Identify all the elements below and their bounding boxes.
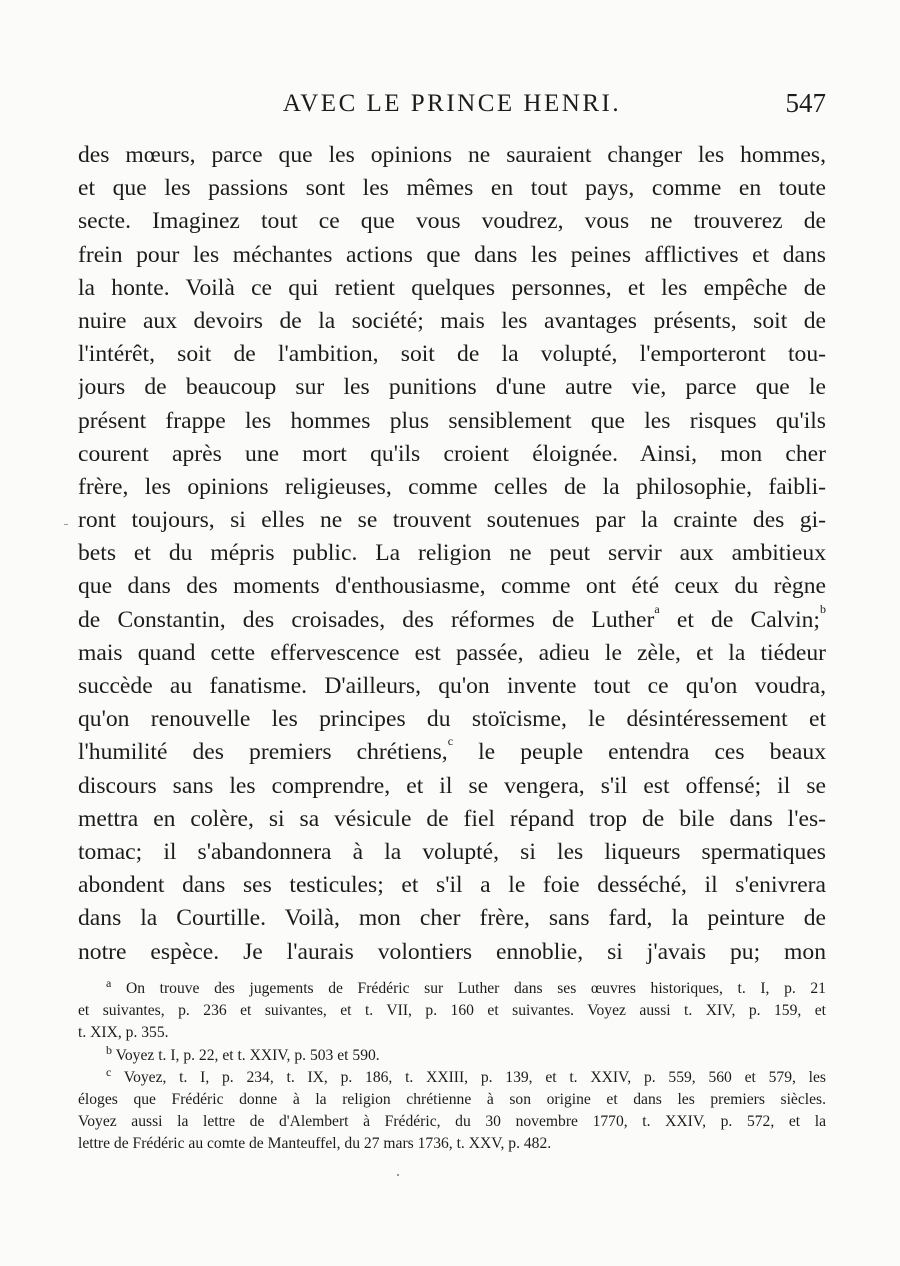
text-line: frein pour les méchantes actions que dans les peines afflictives et dans <box>78 241 826 268</box>
running-title: AVEC LE PRINCE HENRI. <box>282 90 622 117</box>
text-line: abondent dans ses testicules; et s'il a le foie desséché, il s'enivrera <box>78 872 826 899</box>
text-line: mettra en colère, si sa vésicule de fiel répand trop de bile dans l'es- <box>78 805 826 832</box>
page-number: 547 <box>785 88 826 118</box>
text-segment: le peuple entendra ces beaux <box>453 739 826 766</box>
text-line: frère, les opinions religieuses, comme celles de la philosophie, faibli- <box>78 473 826 500</box>
text-line: que dans des moments d'enthousiasme, comme ont été ceux du règne <box>78 573 826 600</box>
footnote-marker-c: c <box>106 1066 112 1079</box>
footnote-marker-a: a <box>106 978 112 990</box>
text-segment: de Constantin, des croisades, des réformes de Luther <box>78 606 655 633</box>
page-header <box>78 88 826 128</box>
text-line-with-notes <box>78 604 826 637</box>
text-line: secte. Imaginez tout ce que vous voudrez, vous ne trouverez de <box>78 208 826 235</box>
text-line-with-note <box>78 736 826 769</box>
text-line: nuire aux devoirs de la société; mais les avantages présents, soit de <box>78 307 826 334</box>
footnote-a-line: et suivantes, p. 236 et suivantes, et t. VII, p. 160 et suivantes. Voyez aussi t. XIV, p. 159, et <box>78 1002 826 1020</box>
text-line: bets et du mépris public. La religion ne peut servir aux ambitieux <box>78 540 826 567</box>
footnote-c-line: éloges que Frédéric donne à la religion chrétienne à son origine et dans les premiers siècles. <box>78 1090 826 1108</box>
footnote-marker-b: b <box>106 1044 112 1057</box>
footnote-ref-c[interactable]: c <box>447 736 454 749</box>
text-line: mais quand cette effervescence est passée, adieu le zèle, et la tiédeur <box>78 639 826 666</box>
text-line: et que les passions sont les mêmes en tout pays, comme en toute <box>78 175 826 202</box>
footnote-c-line: lettre de Frédéric au comte de Manteuffel, du 27 mars 1736, t. XXV, p. 482. <box>78 1135 552 1153</box>
text-line: tomac; il s'abandonnera à la volupté, si les liqueurs spermatiques <box>78 838 826 865</box>
text-line: des mœurs, parce que les opinions ne sauraient changer les hommes, <box>78 142 826 168</box>
footnote-c-line: Voyez aussi la lettre de d'Alembert à Frédéric, du 30 novembre 1770, t. XXIV, p. 572, et la <box>78 1113 826 1131</box>
footnote-a-line: $^a$ On trouve des jugements de Frédéric sur Luther dans ses œuvres historiques, t. I, p. 21 <box>106 978 826 997</box>
text-segment: l'humilité des premiers chrétiens, <box>78 739 448 766</box>
print-speck <box>397 1174 399 1176</box>
margin-mark <box>64 524 68 525</box>
text-line: courent après une mort qu'ils croient éloignée. Ainsi, mon cher <box>78 440 826 467</box>
footnote-c-line: $^c$ Voyez, t. I, p. 234, t. IX, p. 186, t. XXIII, p. 139, et t. XXIV, p. 559, 560 et 579, les <box>106 1066 826 1086</box>
text-line: l'intérêt, soit de l'ambition, soit de la volupté, l'emporteront tou- <box>78 341 826 368</box>
text-line: présent frappe les hommes plus sensiblement que les risques qu'ils <box>78 407 826 434</box>
footnote-b-line: $^b$ Voyez t. I, p. 22, et t. XXIV, p. 503 et 590. <box>106 1044 380 1064</box>
text-line: succède au fanatisme. D'ailleurs, qu'on invente tout ce qu'on voudra, <box>78 673 826 699</box>
footnote-ref-a[interactable]: a <box>654 603 660 616</box>
text-line: dans la Courtille. Voilà, mon cher frère, sans fard, la peinture de <box>78 905 826 932</box>
footnote-ref-b[interactable]: b <box>820 603 826 616</box>
footnotes <box>78 978 826 1156</box>
footnote-a-line: t. XIX, p. 355. <box>78 1024 169 1042</box>
text-line: discours sans les comprendre, et il se vengera, s'il est offensé; il se <box>78 772 826 799</box>
main-text <box>78 139 826 969</box>
text-line: jours de beaucoup sur les punitions d'une autre vie, parce que le <box>78 374 826 401</box>
text-line: la honte. Voilà ce qui retient quelques personnes, et les empêche de <box>78 274 826 301</box>
text-line: qu'on renouvelle les principes du stoïcisme, le désintéressement et <box>78 706 826 733</box>
text-line: notre espèce. Je l'aurais volontiers ennoblie, si j'avais pu; mon <box>78 938 826 965</box>
text-line: ront toujours, si elles ne se trouvent soutenues par la crainte des gi- <box>78 507 826 534</box>
text-segment: et de Calvin; <box>659 606 820 633</box>
